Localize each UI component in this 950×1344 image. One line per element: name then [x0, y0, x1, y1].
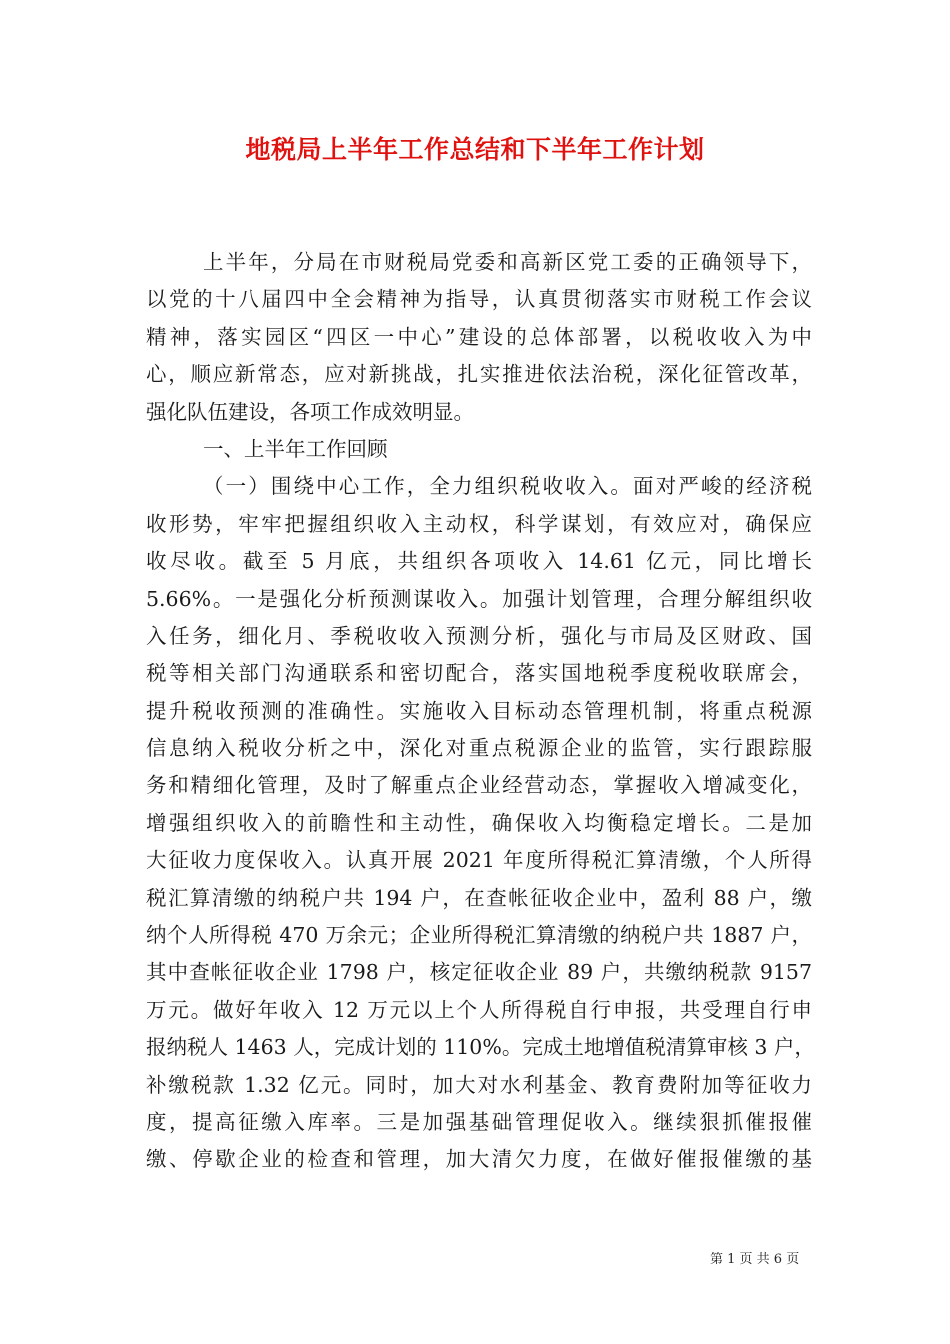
paragraph-line: 税汇算清缴的纳税户共 194 户，在查帐征收企业中，盈利 88 户，缴: [146, 885, 812, 910]
paragraph-line: 纳个人所得税 470 万余元；企业所得税汇算清缴的纳税户共 1887 户，: [146, 923, 812, 948]
paragraph-line: 心，顺应新常态，应对新挑战，扎实推进依法治税，深化征管改革，: [146, 362, 812, 387]
paragraph-line: 缴、停歇企业的检查和管理，加大清欠力度，在做好催报催缴的基: [146, 1147, 812, 1172]
paragraph-line: 务和精细化管理，及时了解重点企业经营动态，掌握收入增减变化，: [146, 773, 812, 798]
paragraph-line: 信息纳入税收分析之中，深化对重点税源企业的监管，实行跟踪服: [146, 736, 812, 761]
paragraph-line: 报纳税人 1463 人，完成计划的 110%。完成土地增值税清算审核 3 户，: [146, 1035, 815, 1060]
paragraph-line: 大征收力度保收入。认真开展 2021 年度所得税汇算清缴，个人所得: [146, 848, 812, 873]
paragraph-line: （一）围绕中心工作，全力组织税收收入。面对严峻的经济税: [203, 474, 812, 499]
paragraph-line: 精神，落实园区“四区一中心”建设的总体部署，以税收收入为中: [146, 324, 812, 349]
paragraph-line: 上半年，分局在市财税局党委和高新区党工委的正确领导下，: [203, 250, 812, 274]
paragraph-line: 强化队伍建设，各项工作成效明显。: [146, 399, 474, 424]
paragraph-line: 度，提高征缴入库率。三是加强基础管理促收入。继续狠抓催报催: [146, 1109, 812, 1134]
paragraph-line: 增强组织收入的前瞻性和主动性，确保收入均衡稳定增长。二是加: [146, 810, 812, 835]
paragraph-line: 收形势，牢牢把握组织收入主动权，科学谋划，有效应对，确保应: [146, 511, 812, 536]
paragraph-line: 税等相关部门沟通联系和密切配合，落实国地税季度税收联席会，: [146, 661, 812, 686]
paragraph-line: 提升税收预测的准确性。实施收入目标动态管理机制，将重点税源: [146, 698, 812, 723]
paragraph-line: 入任务，细化月、季税收收入预测分析，强化与市局及区财政、国: [146, 623, 812, 648]
paragraph-line: 以党的十八届四中全会精神为指导，认真贯彻落实市财税工作会议: [146, 287, 812, 312]
section-heading: 一、上半年工作回顾: [203, 436, 388, 461]
page-number: 第 1 页 共 6 页: [710, 1252, 800, 1267]
document-title: 地税局上半年工作总结和下半年工作计划: [245, 135, 705, 164]
paragraph-line: 万元。做好年收入 12 万元以上个人所得税自行申报，共受理自行申: [146, 997, 812, 1022]
paragraph-line: 其中查帐征收企业 1798 户，核定征收企业 89 户，共缴纳税款 9157: [146, 960, 812, 985]
paragraph-line: 5.66%。一是强化分析预测谋收入。加强计划管理，合理分解组织收: [146, 586, 812, 611]
document-body: [146, 244, 815, 1179]
paragraph-line: 收尽收。截至 5 月底，共组织各项收入 14.61 亿元，同比增长: [146, 549, 812, 574]
paragraph-line: 补缴税款 1.32 亿元。同时，加大对水利基金、教育费附加等征收力: [146, 1072, 812, 1097]
